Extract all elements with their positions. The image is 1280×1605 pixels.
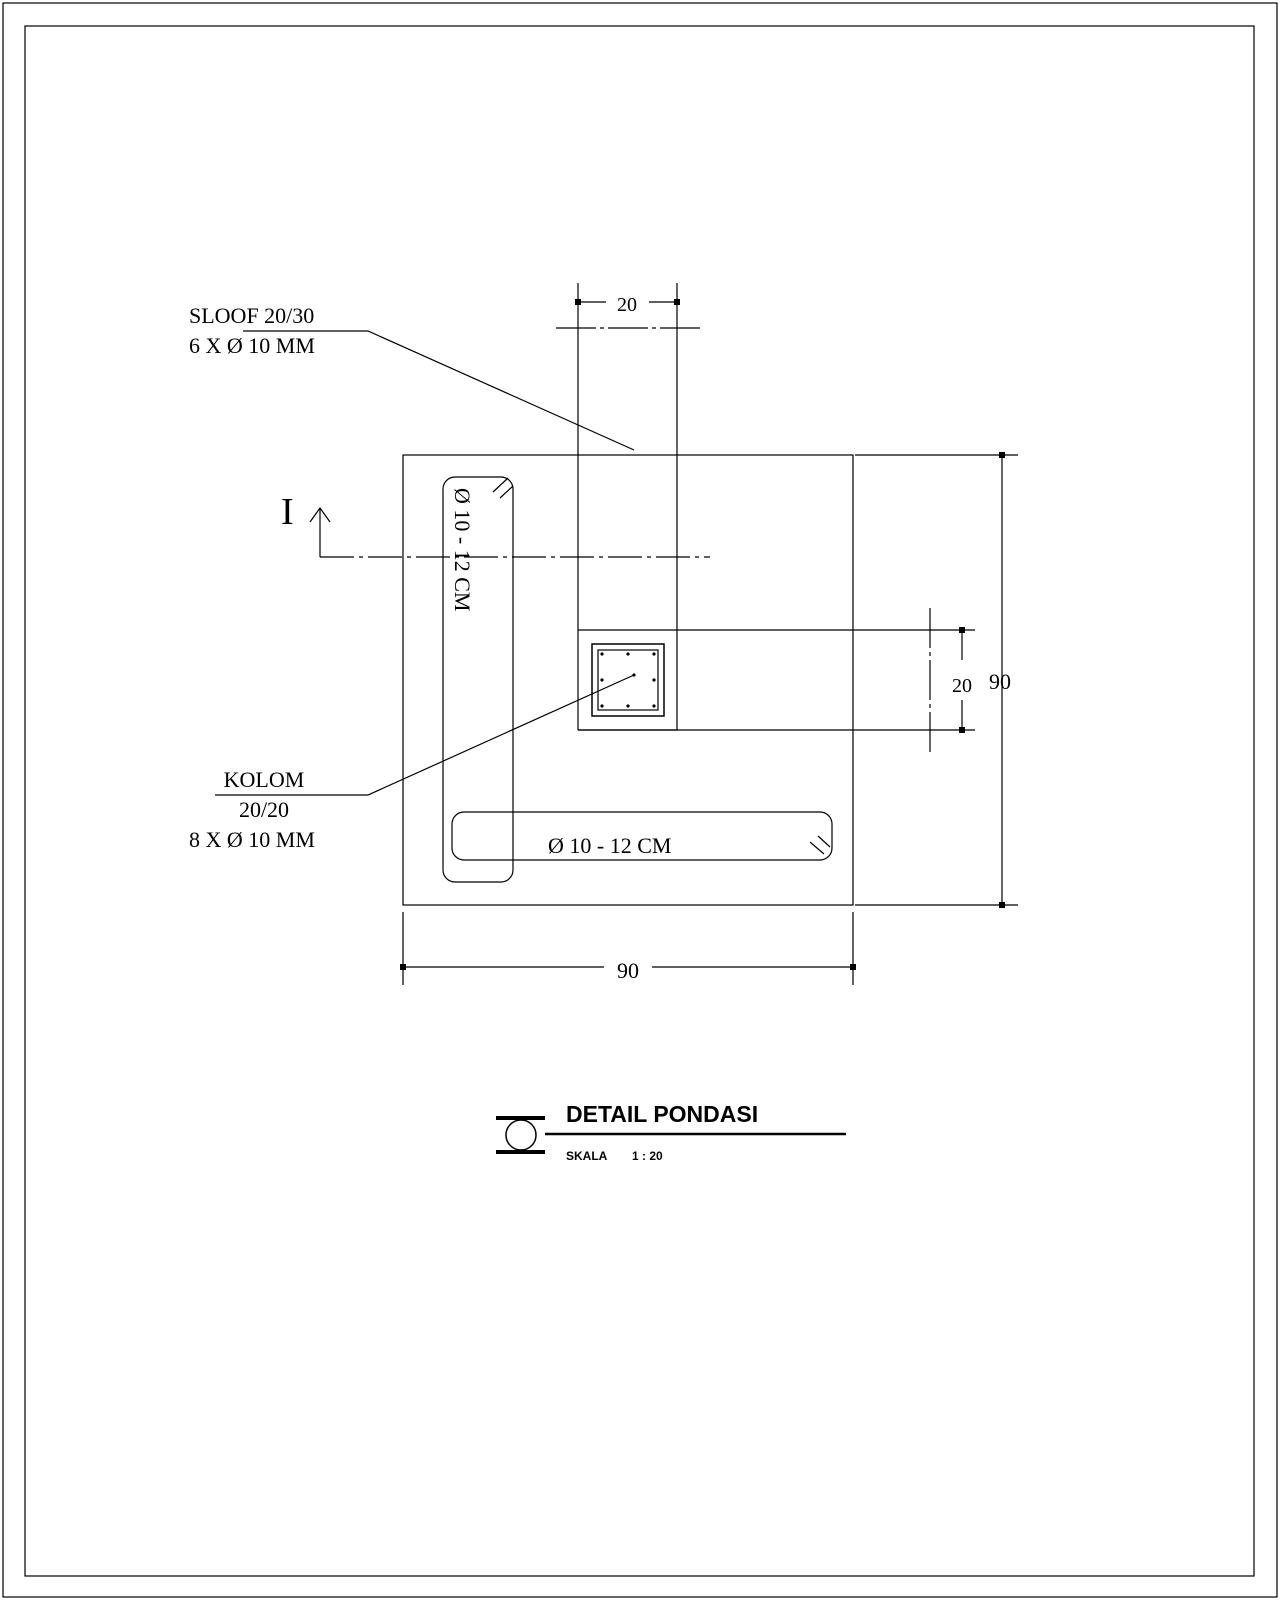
scale-label: SKALA: [566, 1149, 608, 1163]
inner-border: [25, 26, 1254, 1576]
stirrup-hook-3: [810, 842, 824, 854]
column-center-dot: [632, 673, 635, 676]
sloof-label-line1: SLOOF 20/30: [189, 303, 315, 328]
stirrup-vertical-label: Ø 10 - 12 CM: [450, 488, 475, 612]
dim-tick: [959, 727, 965, 733]
dim-right-inner-text: 20: [952, 675, 972, 697]
dim-bottom-text: 90: [617, 958, 639, 983]
rebar-dot: [600, 678, 603, 681]
section-marker-label: I: [281, 491, 294, 533]
dim-tick: [850, 964, 856, 970]
dim-tick: [999, 452, 1005, 458]
kolom-label-line3: 8 X Ø 10 MM: [189, 827, 315, 852]
title-symbol-circle: [506, 1120, 536, 1150]
title-text: DETAIL PONDASI: [566, 1101, 759, 1127]
dim-tick: [999, 902, 1005, 908]
scale-value: 1 : 20: [632, 1149, 663, 1163]
dim-tick: [959, 627, 965, 633]
rebar-dot: [652, 652, 655, 655]
dim-tick: [674, 299, 680, 305]
dim-right-outer-text: 90: [989, 669, 1011, 694]
stirrup-hook-1: [493, 478, 508, 492]
dim-top-text: 20: [617, 294, 637, 316]
rebar-dot: [626, 652, 629, 655]
rebar-dot: [626, 704, 629, 707]
outer-border: [3, 3, 1277, 1597]
column-stirrup: [598, 650, 658, 710]
stirrup-horizontal-label: Ø 10 - 12 CM: [548, 833, 672, 858]
rebar-dot: [652, 704, 655, 707]
sloof-label-line2: 6 X Ø 10 MM: [189, 333, 315, 358]
rebar-dot: [600, 704, 603, 707]
kolom-label-line2: 20/20: [238, 797, 290, 822]
rebar-dot: [600, 652, 603, 655]
rebar-dot: [652, 678, 655, 681]
stirrup-hook-4: [818, 836, 830, 847]
dim-tick: [400, 964, 406, 970]
dim-tick: [575, 299, 581, 305]
stirrup-hook-2: [500, 486, 513, 498]
kolom-label-line1: KOLOM: [223, 767, 305, 792]
